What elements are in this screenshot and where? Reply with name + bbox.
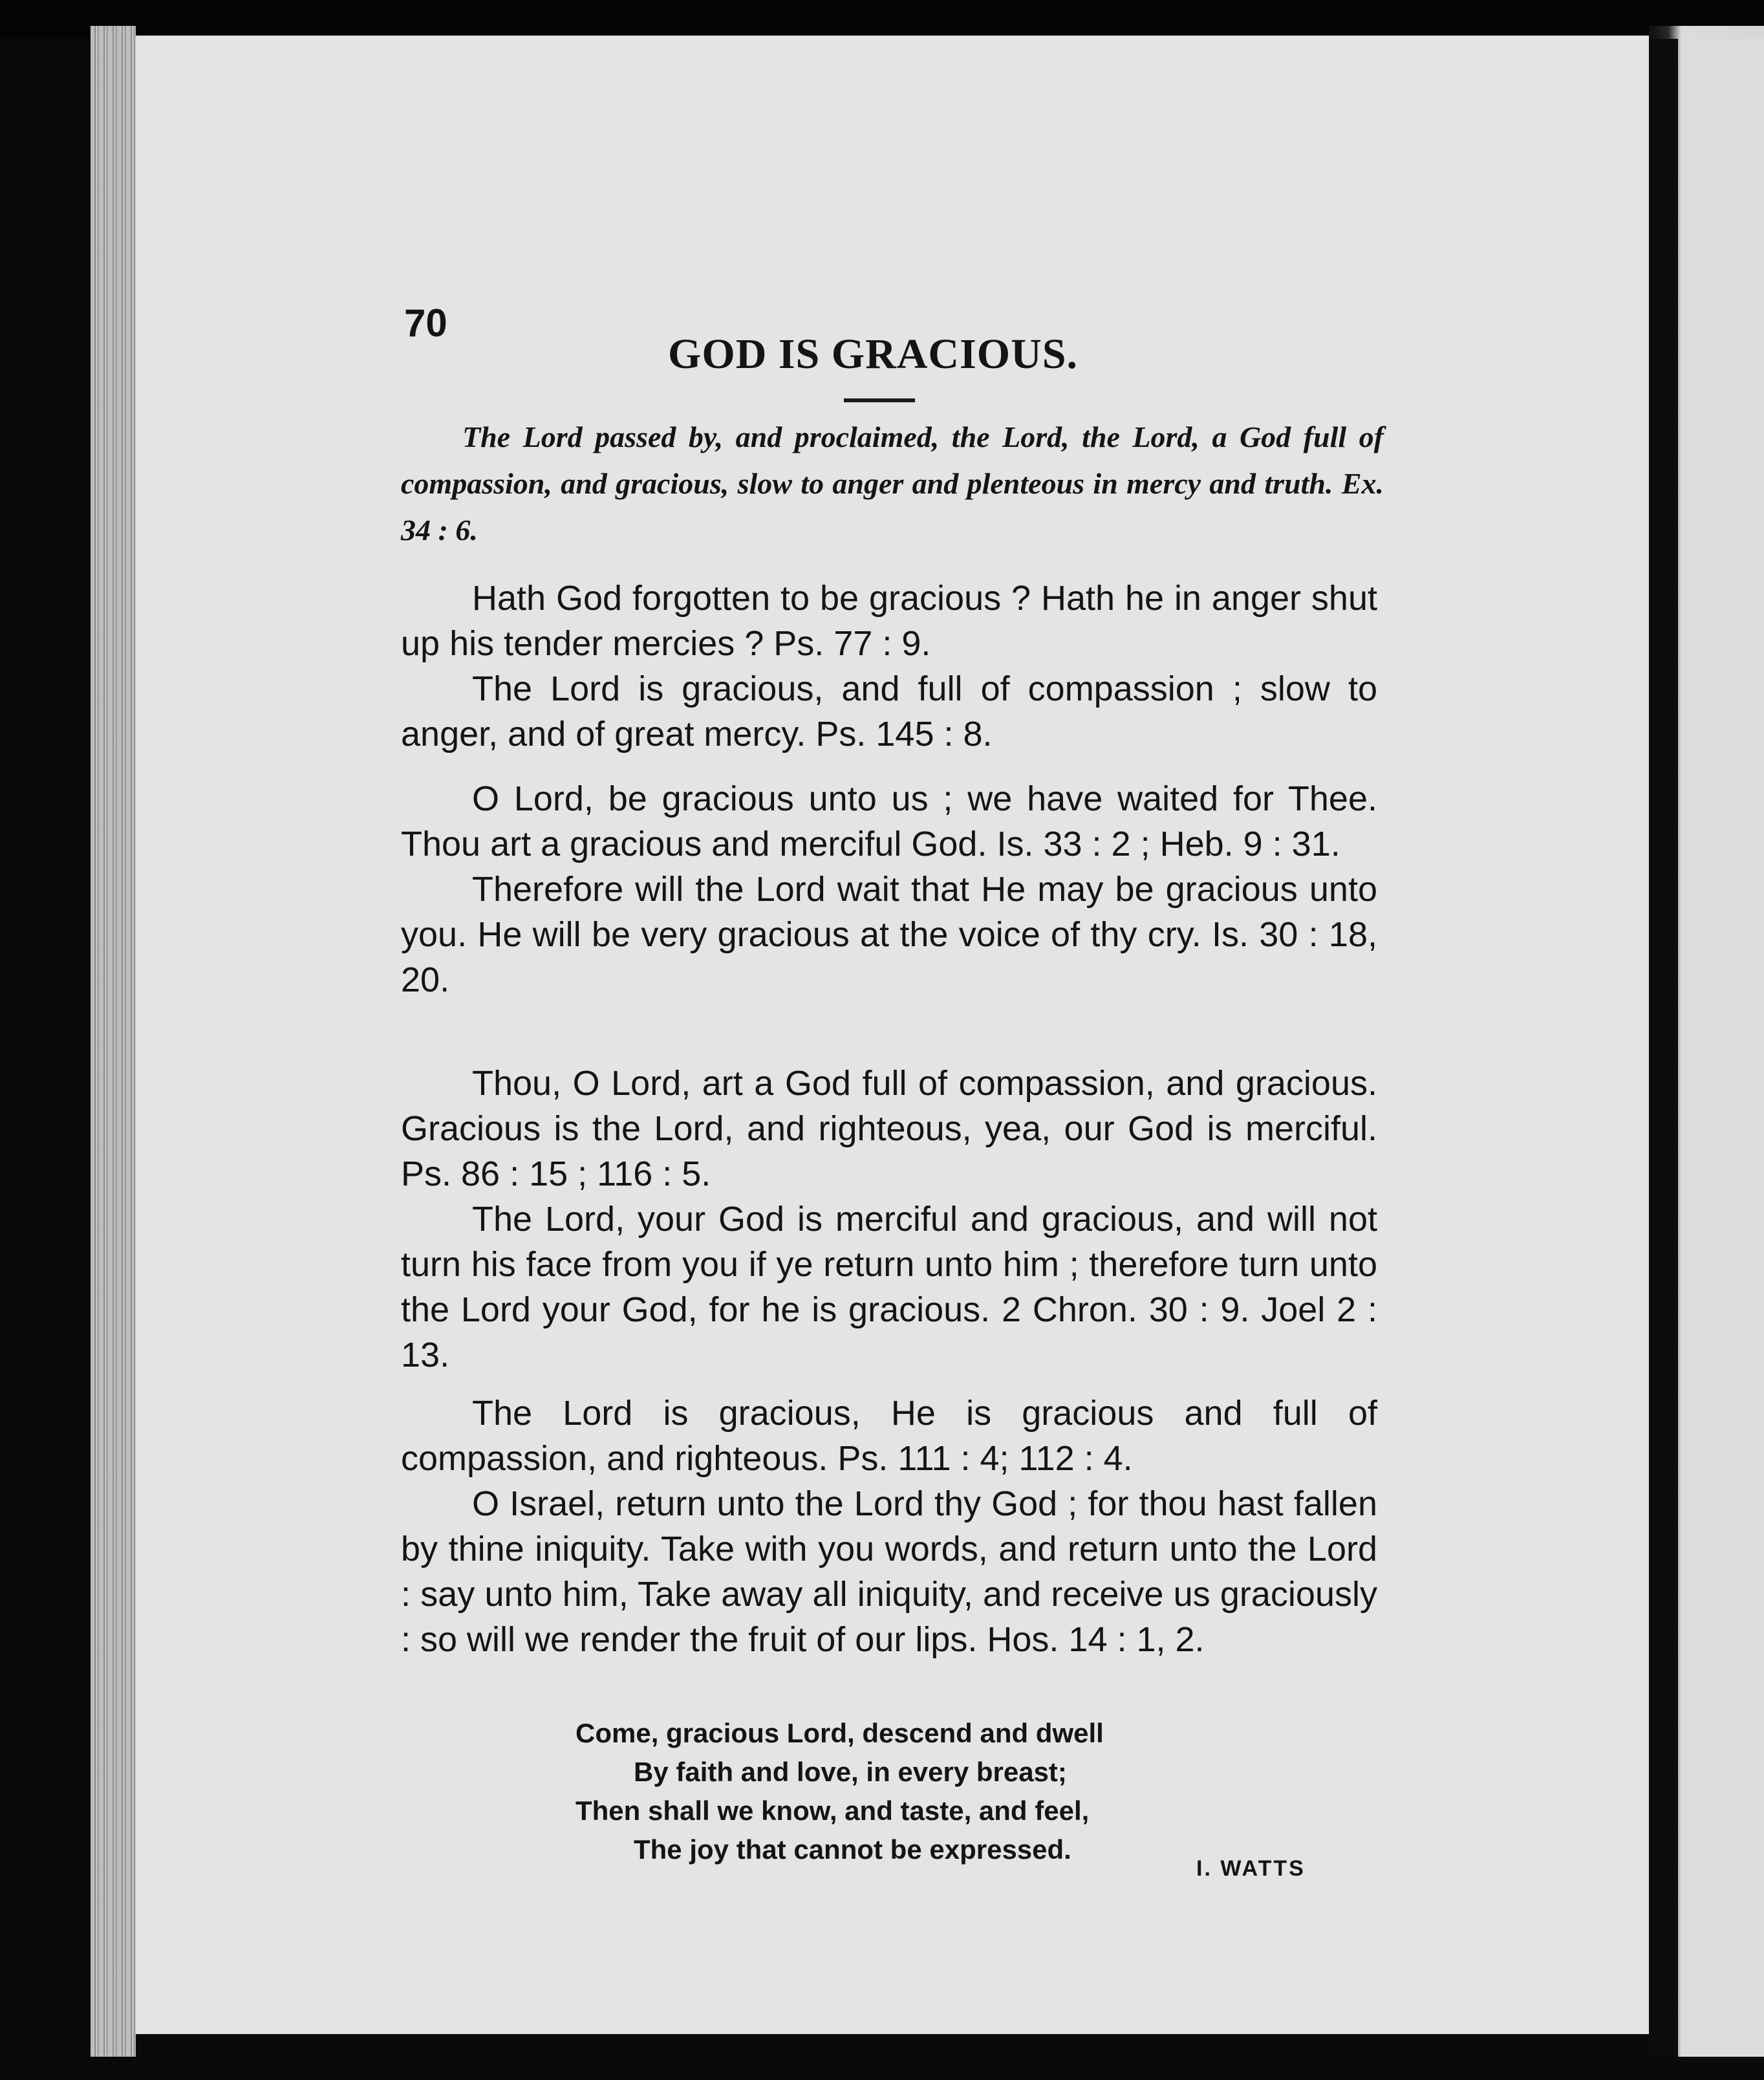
book-edge-left: [91, 26, 136, 2057]
title-rule: [844, 398, 915, 402]
paragraph-group-2: [401, 776, 1377, 1002]
scan-border-top: [0, 0, 1764, 39]
page-number: 70: [404, 301, 447, 345]
hymn-line: Then shall we know, and taste, and feel,: [575, 1795, 1090, 1826]
facing-page: [1688, 39, 1764, 2080]
page-title: GOD IS GRACIOUS.: [668, 330, 1078, 378]
hymn-author: I. WATTS: [1196, 1856, 1306, 1881]
paragraph: Therefore will the Lord wait that He may be gracious unto you. He will be very gracious at the voice of thy cry. Is. 30 : 18, 20.: [401, 870, 1377, 999]
paragraph-group-4: [401, 1391, 1377, 1662]
paragraph: The Lord is gracious, and full of compassion ; slow to anger, and of great mercy. Ps. 145 : 8.: [401, 669, 1377, 753]
hymn-line: Come, gracious Lord, descend and dwell: [575, 1718, 1104, 1748]
scan-border-bottom: [0, 2057, 1764, 2080]
paragraph: Thou, O Lord, art a God full of compassion, and gracious. Gracious is the Lord, and righteous, yea, our God is merciful. Ps. 86 : 15 ; 116 : 5.: [401, 1064, 1377, 1193]
hymn-line: By faith and love, in every breast;: [634, 1757, 1067, 1787]
epigraph-text: The Lord passed by, and proclaimed, the Lord, the Lord, a God full of compassion, and gracious, slow to anger and plenteous in mercy and truth. Ex. 34 : 6.: [401, 420, 1384, 547]
paragraph-group-1: [401, 576, 1377, 757]
paragraph: O Lord, be gracious unto us ; we have waited for Thee. Thou art a gracious and merciful God. Is. 33 : 2 ; Heb. 9 : 31.: [401, 779, 1377, 863]
epigraph: [401, 414, 1384, 554]
paragraph: The Lord is gracious, He is gracious and full of compassion, and righteous. Ps. 111 : 4; 112 : 4.: [401, 1394, 1377, 1478]
paragraph: The Lord, your God is merciful and gracious, and will not turn his face from you if ye return unto him ; therefore turn unto the Lord your God, for he is gracious. 2 Chron. 30 : 9. Joel 2 : 13.: [401, 1200, 1377, 1374]
paragraph: O Israel, return unto the Lord thy God ; for thou hast fallen by thine iniquity. Take with you words, and return unto the Lord : say unto him, Take away all iniquity, and receive us graciously : so will we render the fruit of our lips. Hos. 14 : 1, 2.: [401, 1484, 1377, 1659]
paragraph: Hath God forgotten to be gracious ? Hath he in anger shut up his tender mercies ? Ps. 77 : 9.: [401, 579, 1377, 663]
hymn-line: The joy that cannot be expressed.: [634, 1834, 1071, 1865]
paragraph-group-3: [401, 1061, 1377, 1378]
gutter-shadow: [1649, 39, 1678, 2080]
hymn-verse: [575, 1714, 1416, 1869]
